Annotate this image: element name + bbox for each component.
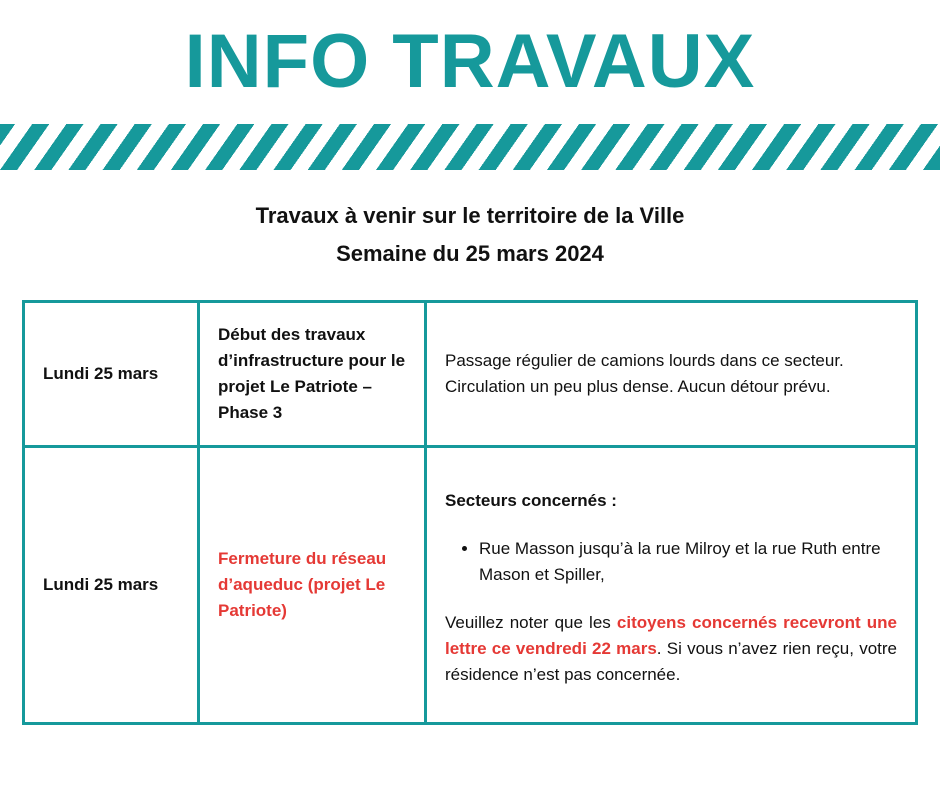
row-project: Fermeture du réseau d’aqueduc (projet Le Patriote): [199, 447, 426, 724]
subtitle-line-2: Semaine du 25 mars 2024: [336, 241, 604, 266]
row-description: Passage régulier de camions lourds dans ce secteur. Circulation un peu plus dense. Aucun détour prévu.: [426, 302, 917, 447]
table-row: [24, 302, 917, 447]
sectors-title: Secteurs concernés :: [445, 491, 617, 510]
row-description: [426, 447, 917, 724]
row-project: Début des travaux d’infrastructure pour le projet Le Patriote – Phase 3: [199, 302, 426, 447]
notice-highlight: citoyens concernés recevront une lettre ce vendredi 22 mars: [445, 613, 897, 658]
list-item: • Rue Masson jusqu’à la rue Milroy et la rue Ruth entre Mason et Spiller,: [479, 536, 897, 588]
works-table: [22, 300, 918, 725]
row-date: Lundi 25 mars: [24, 447, 199, 724]
notice-text: [445, 610, 897, 688]
sectors-list: [445, 536, 897, 588]
striped-banner: [0, 124, 940, 170]
subtitle-line-1: Travaux à venir sur le territoire de la Ville: [255, 203, 685, 228]
notice-end: . Si vous n’avez rien reçu, votre résidence n’est pas concernée.: [445, 639, 897, 684]
notice-start: Veuillez noter que les: [445, 613, 617, 632]
page-title: INFO TRAVAUX: [184, 19, 756, 104]
table-row: [24, 447, 917, 724]
row-date: Lundi 25 mars: [24, 302, 199, 447]
